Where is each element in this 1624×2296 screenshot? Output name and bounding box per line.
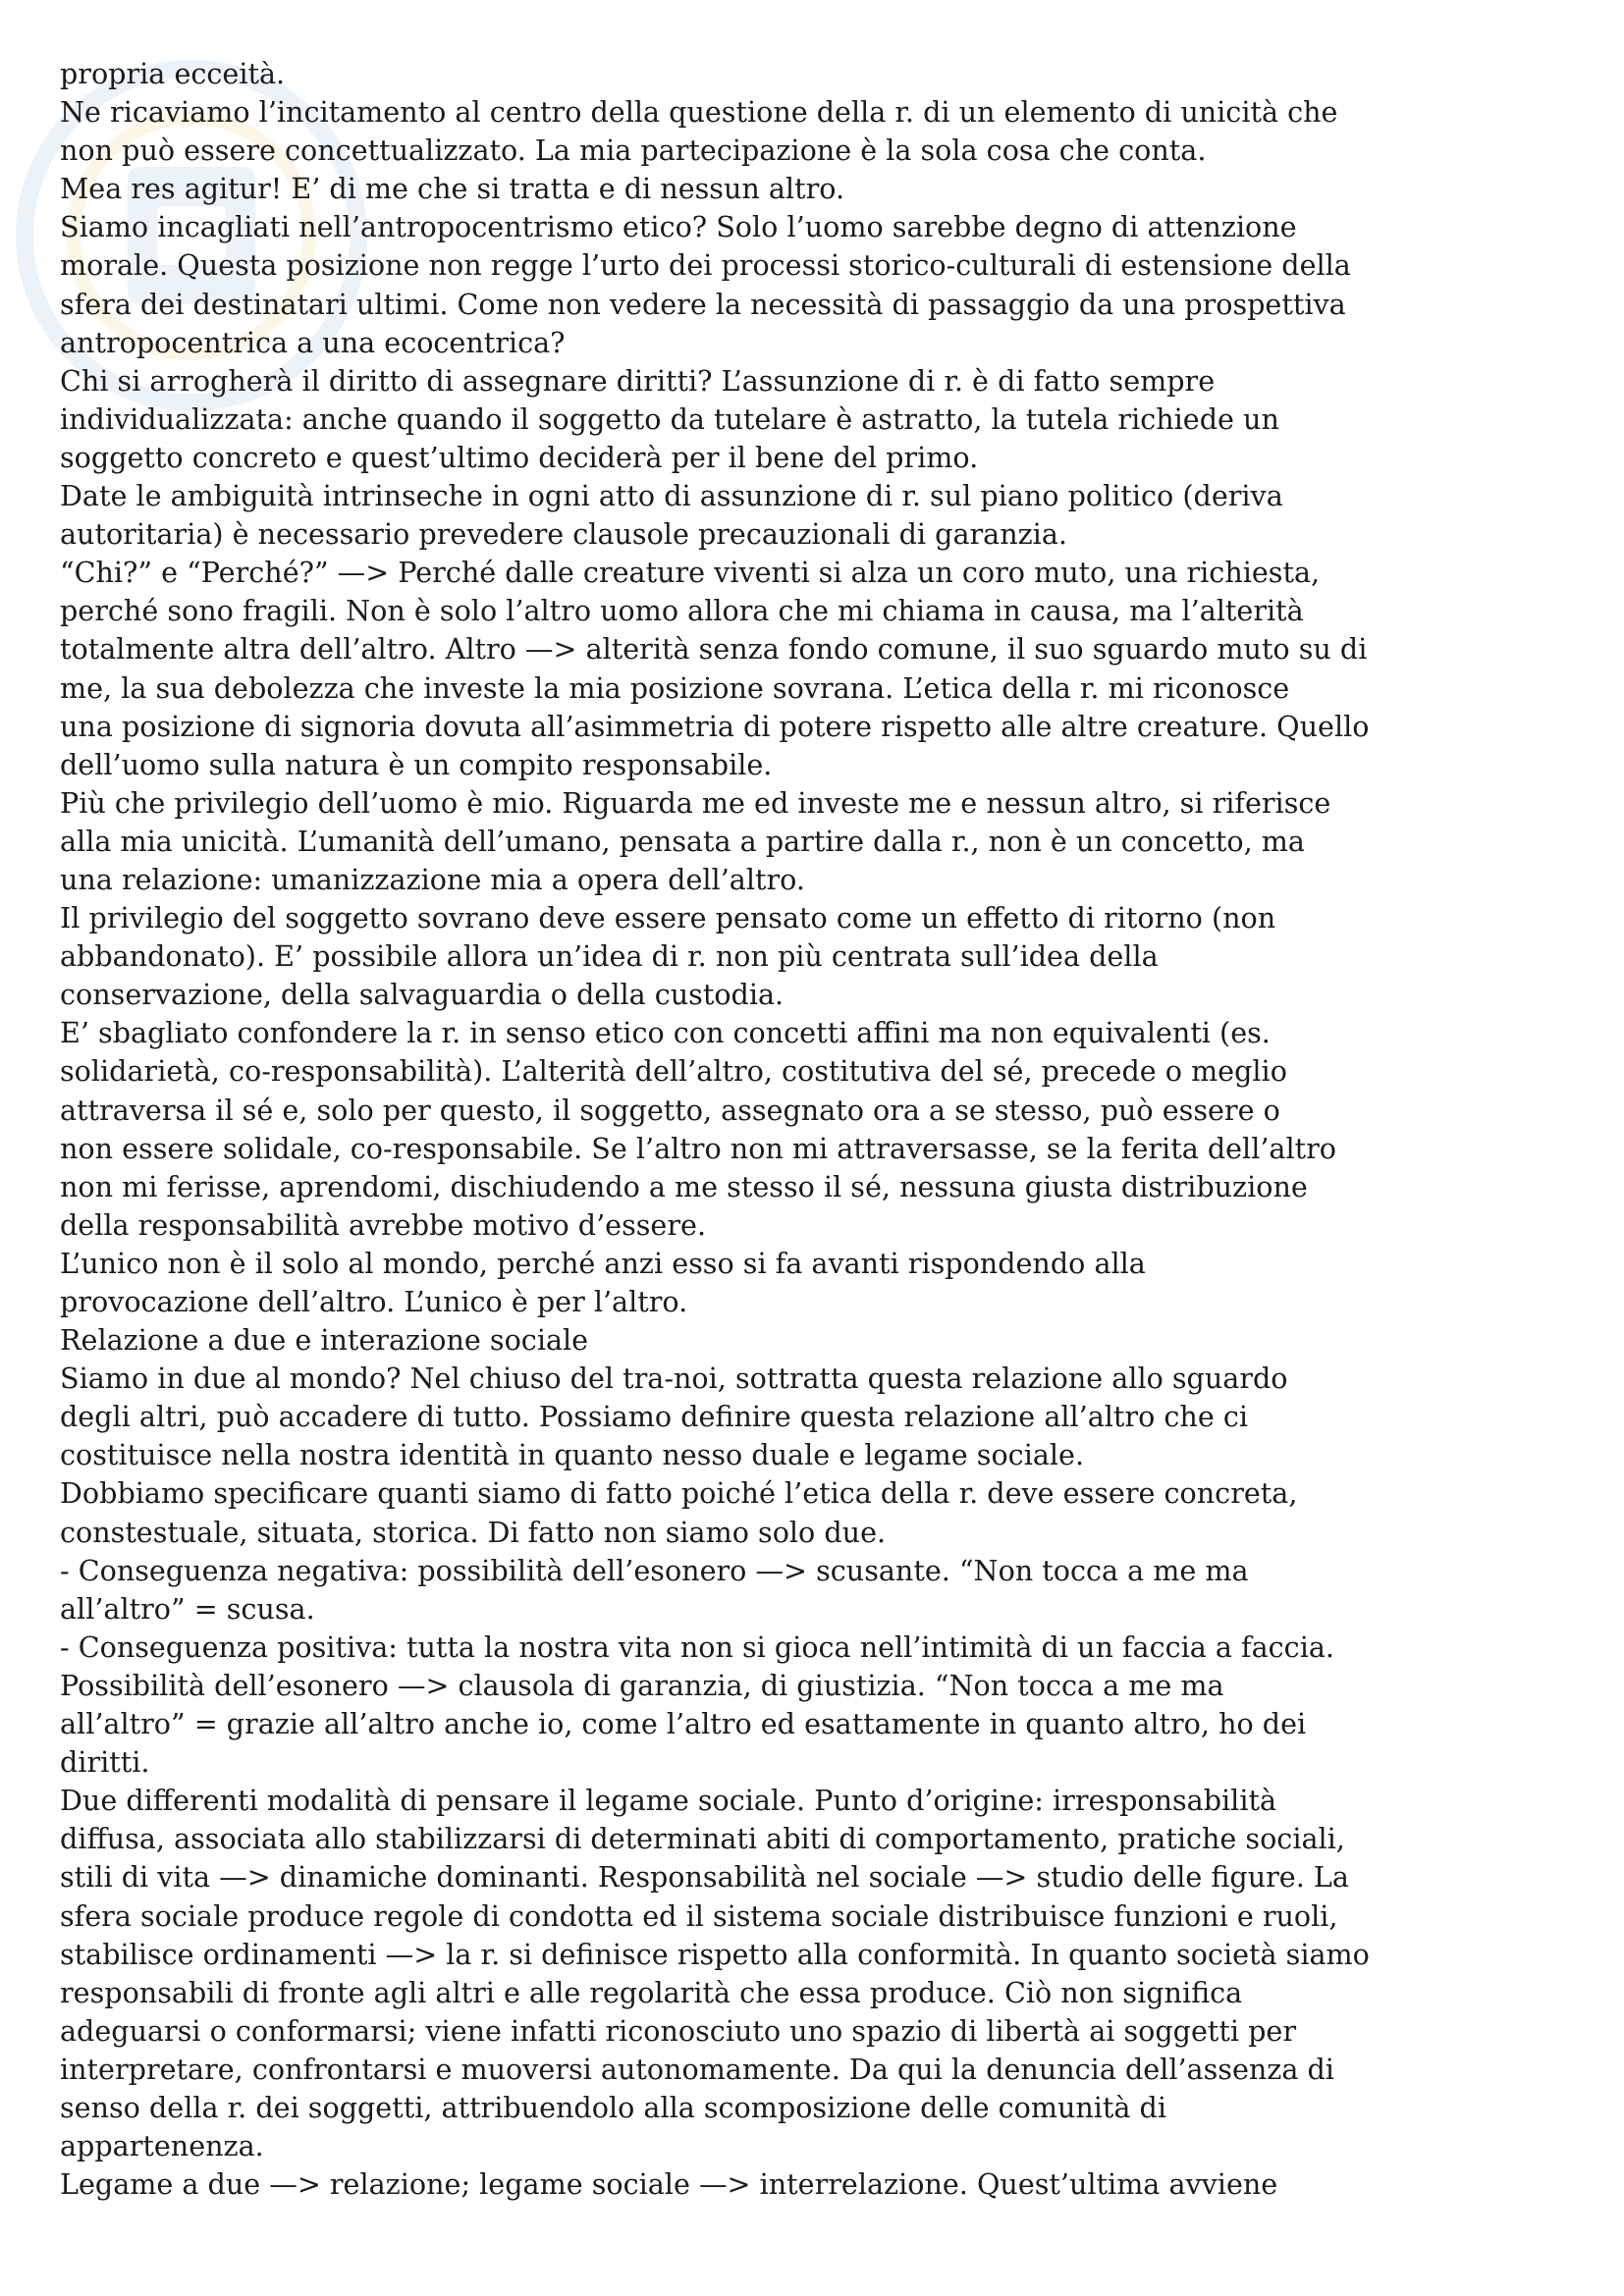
- text-line: Siamo in due al mondo? Nel chiuso del tra-noi, sottratta questa relazione allo sguardo: [60, 1362, 1288, 1396]
- text-line: Mea res agitur! E’ di me che si tratta e di nessun altro.: [60, 172, 845, 206]
- text-line: stabilisce ordinamenti —> la r. si definisce rispetto alla conformità. In quanto società siamo: [60, 1937, 1370, 1971]
- text-line: all’altro” = grazie all’altro anche io, come l’altro ed esattamente in quanto altro, ho dei: [60, 1707, 1307, 1741]
- text-line: propria ecceità.: [60, 57, 286, 90]
- text-line: non può essere concettualizzato. La mia partecipazione è la sola cosa che conta.: [60, 133, 1207, 168]
- text-line: conservazione, della salvaguardia o della custodia.: [60, 978, 785, 1012]
- text-line: non essere solidale, co-responsabile. Se l’altro non mi attraversasse, se la ferita dell’altro: [60, 1131, 1336, 1165]
- text-line: sfera dei destinatari ultimi. Come non vedere la necessità di passaggio da una prospettiva: [60, 287, 1346, 321]
- text-line: attraversa il sé e, solo per questo, il soggetto, assegnato ora a se stesso, può essere o: [60, 1093, 1280, 1127]
- text-line: non mi ferisse, aprendomi, dischiudendo a me stesso il sé, nessuna giusta distribuzione: [60, 1169, 1308, 1203]
- text-line: appartenenza.: [60, 2129, 264, 2163]
- text-line: provocazione dell’altro. L’unico è per l’altro.: [60, 1285, 688, 1318]
- list-item: - Conseguenza negativa: possibilità dell’esonero —> scusante. “Non tocca a me ma: [60, 1553, 1249, 1587]
- text-line: costituisce nella nostra identità in quanto nesso duale e legame sociale.: [60, 1438, 1085, 1472]
- text-line: constestuale, situata, storica. Di fatto non siamo solo due.: [60, 1515, 887, 1549]
- text-line: [60, 2204, 1376, 2242]
- text-line: adeguarsi o conformarsi; viene infatti riconosciuto uno spazio di libertà ai soggetti per: [60, 2013, 1297, 2048]
- text-line: della responsabilità avrebbe motivo d’essere.: [60, 1207, 707, 1242]
- text-line: stili di vita —> dinamiche dominanti. Responsabilità nel sociale —> studio delle figure. La: [60, 1860, 1349, 1895]
- text-line: individualizzata: anche quando il soggetto da tutelare è astratto, la tutela richiede un: [60, 401, 1279, 436]
- text-line: L’unico non è il solo al mondo, perché anzi esso si fa avanti rispondendo alla: [60, 1246, 1146, 1280]
- document-page: [60, 55, 1376, 2242]
- text-line: all’altro” = scusa.: [60, 1591, 315, 1626]
- text-line: morale. Questa posizione non regge l’urto dei processi storico-culturali di estensione della: [60, 248, 1351, 283]
- text-line: me, la sua debolezza che investe la mia posizione sovrana. L’etica della r. mi riconosce: [60, 670, 1290, 705]
- text-line: interpretare, confrontarsi e muoversi autonomamente. Da qui la denuncia dell’assenza di: [60, 2052, 1334, 2086]
- text-line: Chi si arrogherà il diritto di assegnare diritti? L’assunzione di r. è di fatto sempre: [60, 363, 1216, 398]
- text-line: responsabili di fronte agli altri e alle regolarità che essa produce. Ciò non significa: [60, 1975, 1243, 2009]
- text-line: alla mia unicità. L’umanità dell’umano, pensata a partire dalla r., non è un concetto, ma: [60, 824, 1305, 858]
- text-line: degli altri, può accadere di tutto. Possiamo definire questa relazione all’altro che ci: [60, 1400, 1248, 1434]
- text-line: sfera sociale produce regole di condotta ed il sistema sociale distribuisce funzioni e ruoli,: [60, 1898, 1338, 1933]
- text-line: E’ sbagliato confondere la r. in senso etico con concetti affini ma non equivalenti (es.: [60, 1016, 1271, 1050]
- list-item: - Conseguenza positiva: tutta la nostra vita non si gioca nell’intimità di un faccia a faccia.: [60, 1629, 1334, 1664]
- text-line: dell’uomo sulla natura è un compito responsabile.: [60, 747, 773, 781]
- text-line: diritti.: [60, 1745, 150, 1780]
- text-line: Date le ambiguità intrinseche in ogni atto di assunzione di r. sul piano politico (deriva: [60, 479, 1283, 513]
- section-heading: Relazione a due e interazione sociale: [60, 1323, 589, 1358]
- text-line: una relazione: umanizzazione mia a opera dell’altro.: [60, 862, 805, 896]
- text-line: perché sono fragili. Non è solo l’altro uomo allora che mi chiama in causa, ma l’alterità: [60, 594, 1304, 628]
- text-line: una posizione di signoria dovuta all’asimmetria di potere rispetto alle altre creature. Quello: [60, 709, 1370, 743]
- text-line: senso della r. dei soggetti, attribuendolo alla scomposizione delle comunità di: [60, 2090, 1166, 2124]
- text-line: soggetto concreto e quest’ultimo deciderà per il bene del primo.: [60, 440, 979, 474]
- text-line: diffusa, associata allo stabilizzarsi di determinati abiti di comportamento, pratiche sociali,: [60, 1822, 1345, 1856]
- text-line: antropocentrica a una ecocentrica?: [60, 325, 566, 359]
- text-line: “Chi?” e “Perché?” —> Perché dalle creature viventi si alza un coro muto, una richiesta,: [60, 556, 1321, 590]
- text-line: autoritaria) è necessario prevedere clausole precauzionali di garanzia.: [60, 517, 1067, 552]
- text-line: Legame a due —> relazione; legame sociale —> interrelazione. Quest’ultima avviene: [60, 2167, 1278, 2202]
- text-line: abbandonato). E’ possibile allora un’idea di r. non più centrata sull’idea della: [60, 939, 1159, 974]
- text-line: Ne ricaviamo l’incitamento al centro della questione della r. di un elemento di unicità che: [60, 95, 1338, 130]
- text-line: Dobbiamo specificare quanti siamo di fatto poiché l’etica della r. deve essere concreta,: [60, 1476, 1298, 1511]
- text-line: solidarietà, co-responsabilità). L’alterità dell’altro, costitutiva del sé, precede o meglio: [60, 1054, 1287, 1089]
- text-line: totalmente altra dell’altro. Altro —> alterità senza fondo comune, il suo sguardo muto su di: [60, 632, 1368, 667]
- text-line: Siamo incagliati nell’antropocentrismo etico? Solo l’uomo sarebbe degno di attenzione: [60, 210, 1297, 244]
- text-line: Possibilità dell’esonero —> clausola di garanzia, di giustizia. “Non tocca a me ma: [60, 1668, 1224, 1702]
- text-line: Due differenti modalità di pensare il legame sociale. Punto d’origine: irresponsabilità: [60, 1784, 1277, 1818]
- text-line: Il privilegio del soggetto sovrano deve essere pensato come un effetto di ritorno (non: [60, 901, 1276, 935]
- text-line: Più che privilegio dell’uomo è mio. Riguarda me ed investe me e nessun altro, si riferisce: [60, 785, 1331, 820]
